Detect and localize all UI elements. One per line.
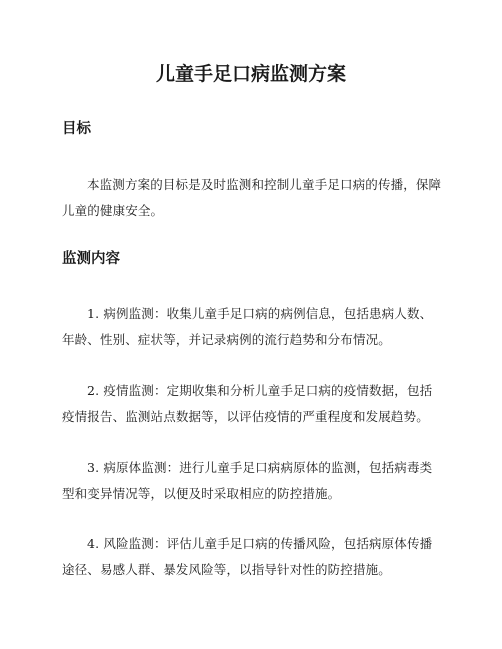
list-item-pathogen-monitoring: 3. 病原体监测：进行儿童手足口病病原体的监测，包括病毒类型和变异情况等，以便及时采取相应的防控措施。 [62, 460, 433, 501]
section-heading-monitoring-content: 监测内容 [62, 251, 120, 267]
section-heading-goal: 目标 [62, 121, 91, 137]
list-item-risk-monitoring: 4. 风险监测：评估儿童手足口病的传播风险，包括病原体传播途径、易感人群、暴发风险等，以指导针对性的防控措施。 [62, 536, 433, 577]
goal-paragraph: 本监测方案的目标是及时监测和控制儿童手足口病的传播，保障儿童的健康安全。 [62, 177, 442, 218]
document-title: 儿童手足口病监测方案 [155, 63, 346, 85]
list-item-case-monitoring: 1. 病例监测：收集儿童手足口病的病例信息，包括患病人数、年龄、性别、症状等，并记录病例的流行趋势和分布情况。 [62, 306, 433, 347]
list-item-epidemic-monitoring: 2. 疫情监测：定期收集和分析儿童手足口病的疫情数据，包括疫情报告、监测站点数据等，以评估疫情的严重程度和发展趋势。 [62, 383, 433, 424]
